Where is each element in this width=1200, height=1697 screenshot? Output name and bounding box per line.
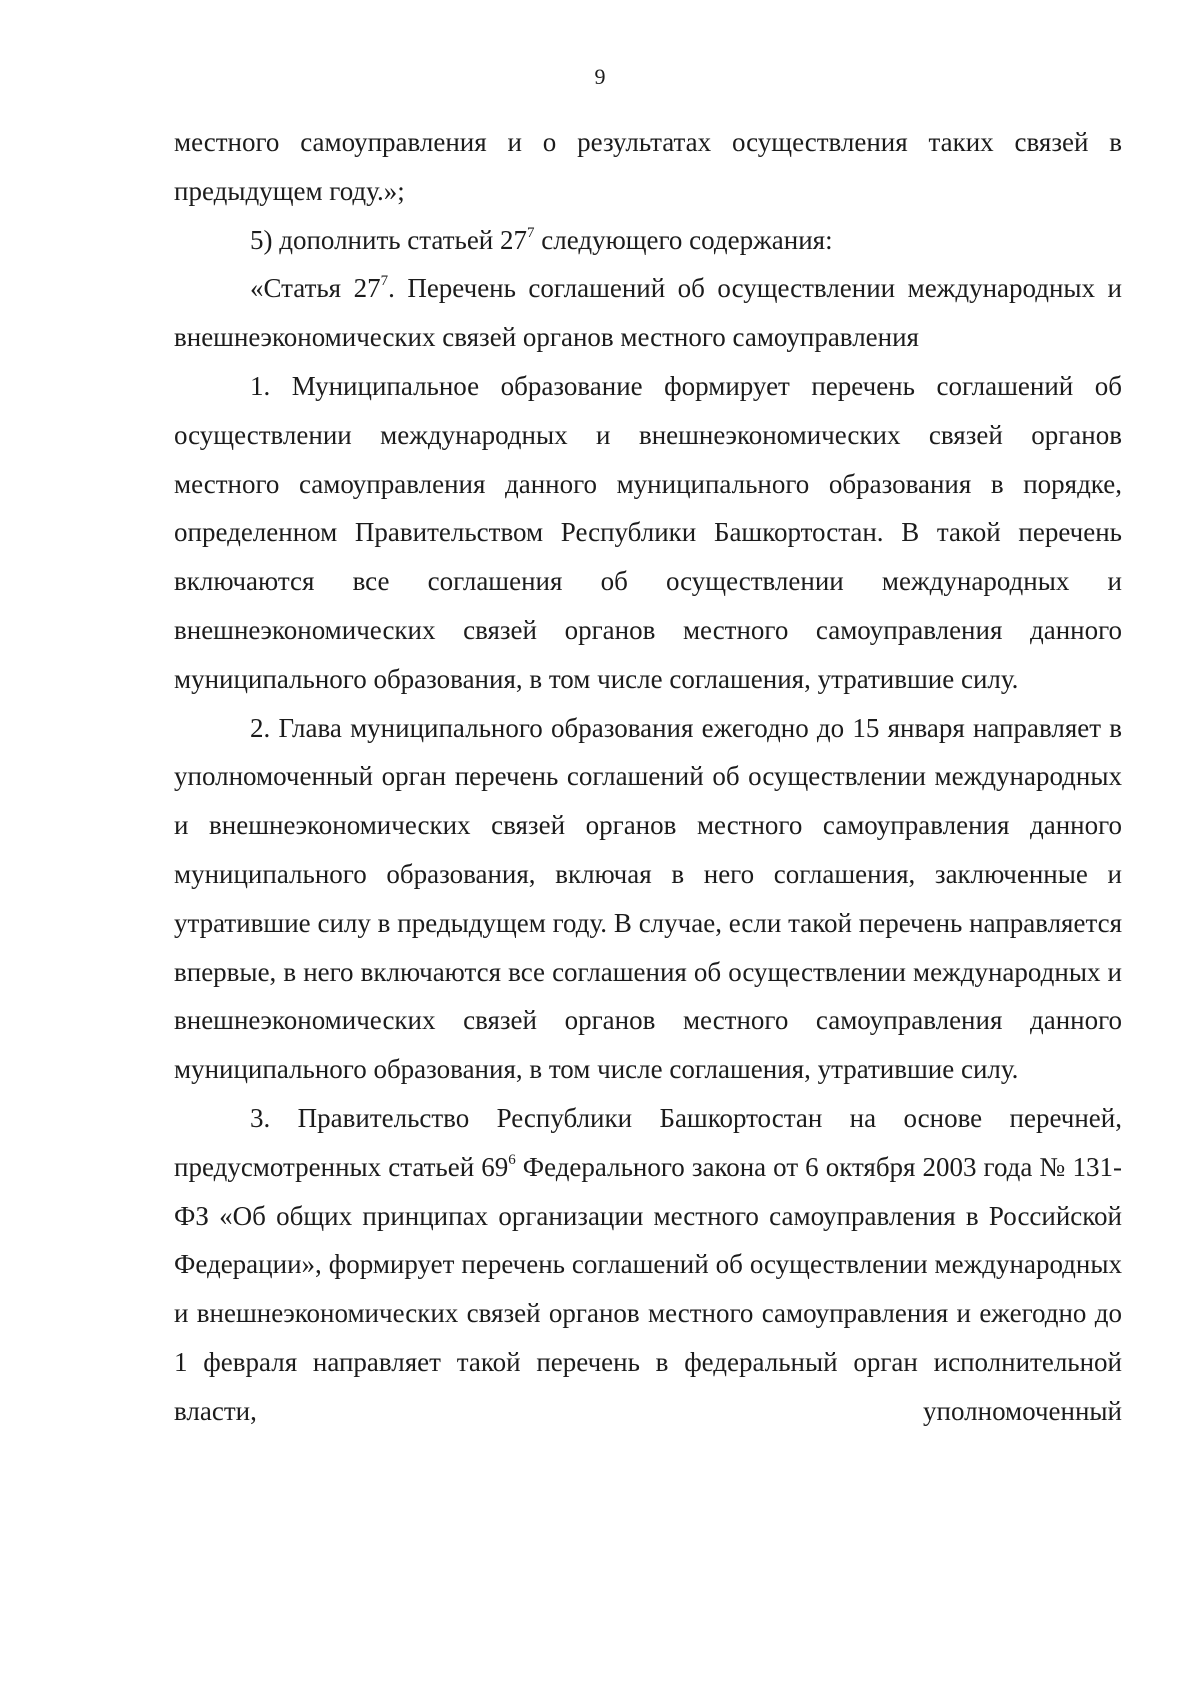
document-body bbox=[174, 118, 1122, 1436]
clause-3-text-start: 3. Правительство Республики Башкортостан на основе перечней, предусмотренных статьей 69 bbox=[174, 1102, 1122, 1182]
clause-3-text-end: Федерального закона от 6 октября 2003 года № 131-ФЗ «Об общих принципах организации местного самоуправления в Российской Федерации», формирует перечень соглашений об осуществлении международных и внешнеэкономических связей органов местного самоуправления и ежегодно до 1 февраля направляет такой перечень в федеральный орган исполнительной власти, уполномоченный bbox=[174, 1151, 1122, 1426]
article-heading-end: . Перечень соглашений об осуществлении международных и внешнеэкономических связей органов местного самоуправления bbox=[174, 273, 1122, 353]
paragraph-clause-1: 1. Муниципальное образование формирует перечень соглашений об осуществлении международных и внешнеэкономических связей органов местного самоуправления данного муниципального образования в порядке, определенном Правительством Республики Башкортостан. В такой перечень включаются все соглашения об осуществлении международных и внешнеэкономических связей органов местного самоуправления данного муниципального образования, в том числе соглашения, утратившие силу. bbox=[174, 370, 1122, 694]
paragraph-clause-2: 2. Глава муниципального образования ежегодно до 15 января направляет в уполномоченный орган перечень соглашений об осуществлении международных и внешнеэкономических связей органов местного самоуправления данного муниципального образования, включая в него соглашения, заключенные и утратившие силу в предыдущем году. В случае, если такой перечень направляется впервые, в него включаются все соглашения об осуществлении международных и внешнеэкономических связей органов местного самоуправления данного муниципального образования, в том числе соглашения, утратившие силу. bbox=[174, 712, 1122, 1085]
article-heading-superscript: 7 bbox=[380, 273, 389, 290]
paragraph-clause-3 bbox=[174, 1094, 1122, 1436]
paragraph-amendment-item-5 bbox=[174, 216, 1122, 265]
page-number: 9 bbox=[594, 64, 606, 89]
article-heading-start: «Статья 27 bbox=[250, 273, 381, 304]
clause-3-superscript: 6 bbox=[508, 1151, 516, 1168]
amendment-text-start: 5) дополнить статьей 27 bbox=[250, 224, 528, 255]
amendment-text-end: следующего содержания: bbox=[534, 224, 833, 255]
paragraph-continuation: местного самоуправления и о результатах осуществления таких связей в предыдущем году.»; bbox=[174, 127, 1122, 206]
article-superscript: 7 bbox=[527, 224, 535, 241]
article-heading bbox=[174, 264, 1122, 362]
